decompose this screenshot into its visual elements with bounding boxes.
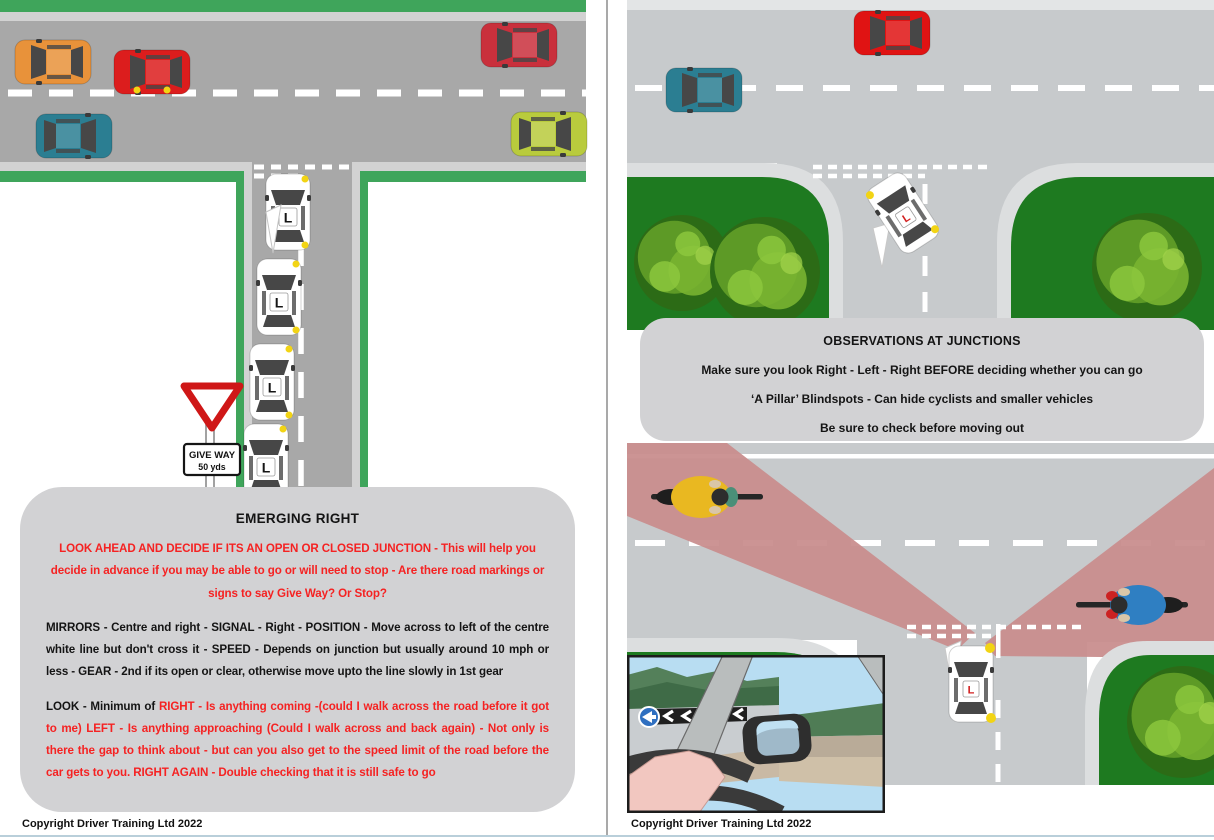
page-left-diagram	[0, 0, 607, 500]
para-lead-black: LOOK - Minimum of	[46, 699, 159, 713]
verge-bush	[1092, 213, 1202, 323]
observations-line-3: Be sure to check before moving out	[819, 421, 1025, 435]
emerging-para-look-ahead: LOOK AHEAD AND DECIDE IF ITS AN OPEN OR CLOSED JUNCTION - This will help you decide in advance if you may be able to go or will need to stop - Are there road markings or signs to say Give Way? Or Stop?	[50, 542, 545, 600]
l-plate: L	[274, 294, 284, 311]
copyright-left: Copyright Driver Training Ltd 2022	[22, 818, 203, 830]
observations-box	[640, 318, 1204, 441]
learner-car	[249, 344, 295, 420]
para-red-detail: RIGHT - Is anything coming -(could I walk across the road before it got to me) LEFT - Is anything approaching (Could I walk across and back again) - Not only is there the gap to think about - but can you also get to the speed limit of the road before the car gets to you. RIGHT AGAIN - Double checking that it is still safe to go	[46, 699, 549, 780]
emerging-box	[20, 487, 575, 812]
l-plate: L	[267, 379, 277, 396]
l-plate: L	[261, 459, 271, 476]
give-way-triangle-icon	[184, 386, 240, 428]
car-lime	[511, 111, 587, 157]
car-teal	[666, 67, 742, 113]
car-red	[114, 49, 190, 95]
give-way-text: GIVE WAY	[188, 450, 236, 461]
emerging-para-msm: MIRRORS - Centre and right - SIGNAL - Right - POSITION - Move across to left of the centre white line but don't cross it - SPEED - Depends on junction but usually around 10 mph or less - GEAR - 2nd if its open or clear, otherwise move upto the line slowly in 1st gear	[46, 620, 549, 679]
verge-bush	[710, 217, 820, 327]
emerging-para-look	[46, 696, 549, 785]
junction-diagram	[627, 0, 1214, 330]
page-divider	[606, 0, 608, 836]
copyright-right: Copyright Driver Training Ltd 2022	[631, 818, 812, 830]
car-red	[854, 10, 930, 56]
car-maroon	[481, 22, 557, 68]
give-way-sign	[184, 386, 240, 492]
car-teal	[36, 113, 112, 159]
l-plate: L	[283, 209, 293, 226]
emerging-box-title: EMERGING RIGHT	[235, 511, 360, 526]
give-way-distance: 50 yds	[198, 462, 226, 472]
observations-box-title: OBSERVATIONS AT JUNCTIONS	[823, 334, 1021, 348]
learner-car	[256, 259, 302, 335]
bottom-border	[0, 835, 1214, 837]
l-plate: L	[900, 211, 913, 226]
car-orange	[15, 39, 91, 85]
observations-line-2: ‘A Pillar’ Blindspots - Can hide cyclists and smaller vehicles	[750, 392, 1094, 406]
learner-car-waiting	[948, 643, 996, 723]
wing-mirror	[741, 713, 812, 766]
driver-view-inset	[627, 655, 885, 813]
observations-line-1: Make sure you look Right - Left - Right BEFORE deciding whether you can go	[701, 363, 1143, 377]
l-plate: L	[967, 684, 975, 697]
